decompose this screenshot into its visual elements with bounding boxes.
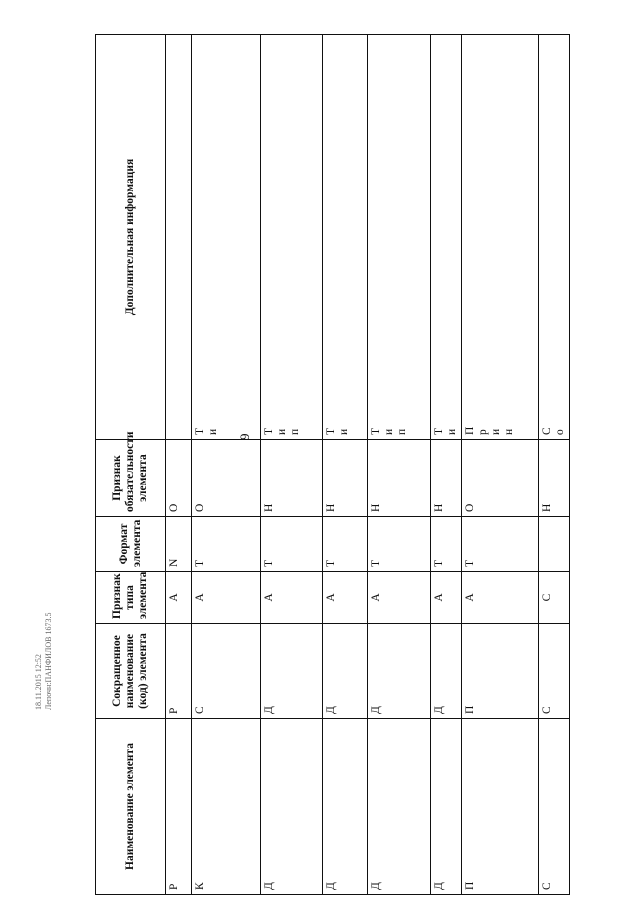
cell-line: и (338, 428, 350, 435)
cell-line: Т (370, 427, 382, 435)
cell-line: А (194, 593, 206, 602)
table-row (261, 35, 323, 895)
cell-required (192, 440, 261, 517)
cell-info (166, 35, 192, 440)
header-type: Признак типа элемента (96, 572, 166, 624)
stamp-line: 18.11.2015 12:52 (34, 654, 43, 710)
table-row (539, 35, 570, 895)
cell-line: К (194, 882, 206, 890)
cell-line: Н (263, 503, 275, 512)
cell-line: Д (433, 882, 445, 890)
cell-line: Д (433, 706, 445, 714)
cell-line: о (554, 429, 566, 435)
cell-type (431, 572, 462, 624)
cell-line: А (263, 593, 275, 602)
cell-required (261, 440, 323, 517)
table-row (192, 35, 261, 895)
cell-line: П (464, 705, 476, 714)
cell-line: О (194, 503, 206, 512)
cell-line: Д (370, 706, 382, 714)
cell-required (462, 440, 539, 517)
cell-line: N (168, 558, 180, 567)
cell-line: и (276, 428, 288, 435)
cell-line: Р (168, 707, 180, 714)
cell-line: С (541, 427, 553, 435)
cell-info (323, 35, 368, 440)
cell-line: Д (370, 882, 382, 890)
cell-format (462, 517, 539, 572)
cell-line: Т (194, 559, 206, 567)
cell-type (323, 572, 368, 624)
cell-line: С (541, 593, 553, 602)
cell-line: С (541, 882, 553, 890)
cell-line: Т (433, 427, 445, 435)
cell-line: и (383, 428, 395, 435)
table-body (166, 35, 570, 895)
cell-name (431, 719, 462, 895)
cell-line: Т (433, 559, 445, 567)
table-row (431, 35, 462, 895)
cell-code (368, 624, 431, 719)
cell-line: Н (541, 503, 553, 512)
header-name: Наименование элемента (96, 719, 166, 895)
cell-name (368, 719, 431, 895)
cell-info (368, 35, 431, 440)
cell-format (431, 517, 462, 572)
cell-code (539, 624, 570, 719)
cell-code (323, 624, 368, 719)
cell-line: Д (263, 882, 275, 890)
cell-format (539, 517, 570, 572)
cell-line: Р (168, 883, 180, 890)
cell-line: р (477, 429, 489, 435)
cell-line: О (464, 503, 476, 512)
cell-line: Н (433, 503, 445, 512)
cell-code (261, 624, 323, 719)
cell-line: А (370, 593, 382, 602)
cell-line: П (464, 881, 476, 890)
rotated-table-wrapper (95, 35, 566, 895)
cell-type (462, 572, 539, 624)
cell-line: С (194, 706, 206, 714)
cell-code (431, 624, 462, 719)
cell-type (166, 572, 192, 624)
print-stamp (34, 613, 54, 711)
elements-table (95, 34, 570, 895)
cell-line: п (396, 428, 408, 435)
cell-line: Т (325, 427, 337, 435)
table-row (368, 35, 431, 895)
cell-required (166, 440, 192, 517)
cell-format (323, 517, 368, 572)
table-header-row (96, 35, 166, 895)
cell-line: Д (325, 706, 337, 714)
cell-name (323, 719, 368, 895)
cell-line: Т (263, 427, 275, 435)
cell-format (261, 517, 323, 572)
cell-format (166, 517, 192, 572)
cell-line: Т (464, 559, 476, 567)
cell-line: Н (370, 503, 382, 512)
cell-required (323, 440, 368, 517)
cell-line: А (464, 593, 476, 602)
cell-format (192, 517, 261, 572)
cell-line: Д (263, 706, 275, 714)
cell-info (462, 35, 539, 440)
cell-name (192, 719, 261, 895)
cell-line: и (207, 428, 219, 435)
cell-line: Д (325, 882, 337, 890)
cell-name (166, 719, 192, 895)
cell-line: и (490, 428, 502, 435)
cell-name (462, 719, 539, 895)
header-format: Формат элемента (96, 517, 166, 572)
cell-info (261, 35, 323, 440)
cell-line: А (168, 593, 180, 602)
cell-line: О (168, 503, 180, 512)
cell-type (261, 572, 323, 624)
cell-line: и (446, 428, 458, 435)
cell-line: Т (194, 427, 206, 435)
cell-code (166, 624, 192, 719)
header-code: Сокращенное наименование (код) элемента (96, 624, 166, 719)
stamp-line: Лепочн:ПАНФИЛОВ 1673.5 (44, 612, 53, 710)
header-info: Дополнительная информация (96, 35, 166, 440)
cell-name (539, 719, 570, 895)
cell-required (431, 440, 462, 517)
table-row (323, 35, 368, 895)
cell-info (431, 35, 462, 440)
cell-code (192, 624, 261, 719)
cell-line: н (503, 428, 515, 435)
cell-line: П (464, 426, 476, 435)
cell-line: Н (325, 503, 337, 512)
cell-line: А (325, 593, 337, 602)
cell-info (539, 35, 570, 440)
cell-line: С (541, 706, 553, 714)
cell-line: п (289, 428, 301, 435)
cell-type (539, 572, 570, 624)
cell-line: Т (325, 559, 337, 567)
page-number: 9 (237, 433, 252, 440)
cell-required (368, 440, 431, 517)
cell-type (192, 572, 261, 624)
cell-line: А (433, 593, 445, 602)
cell-line: Т (263, 559, 275, 567)
cell-format (368, 517, 431, 572)
cell-type (368, 572, 431, 624)
cell-name (261, 719, 323, 895)
cell-required (539, 440, 570, 517)
cell-line: Т (370, 559, 382, 567)
cell-info (192, 35, 261, 440)
cell-code (462, 624, 539, 719)
header-required: Признак обязательности элемента (96, 440, 166, 517)
table-row (166, 35, 192, 895)
table-row (462, 35, 539, 895)
